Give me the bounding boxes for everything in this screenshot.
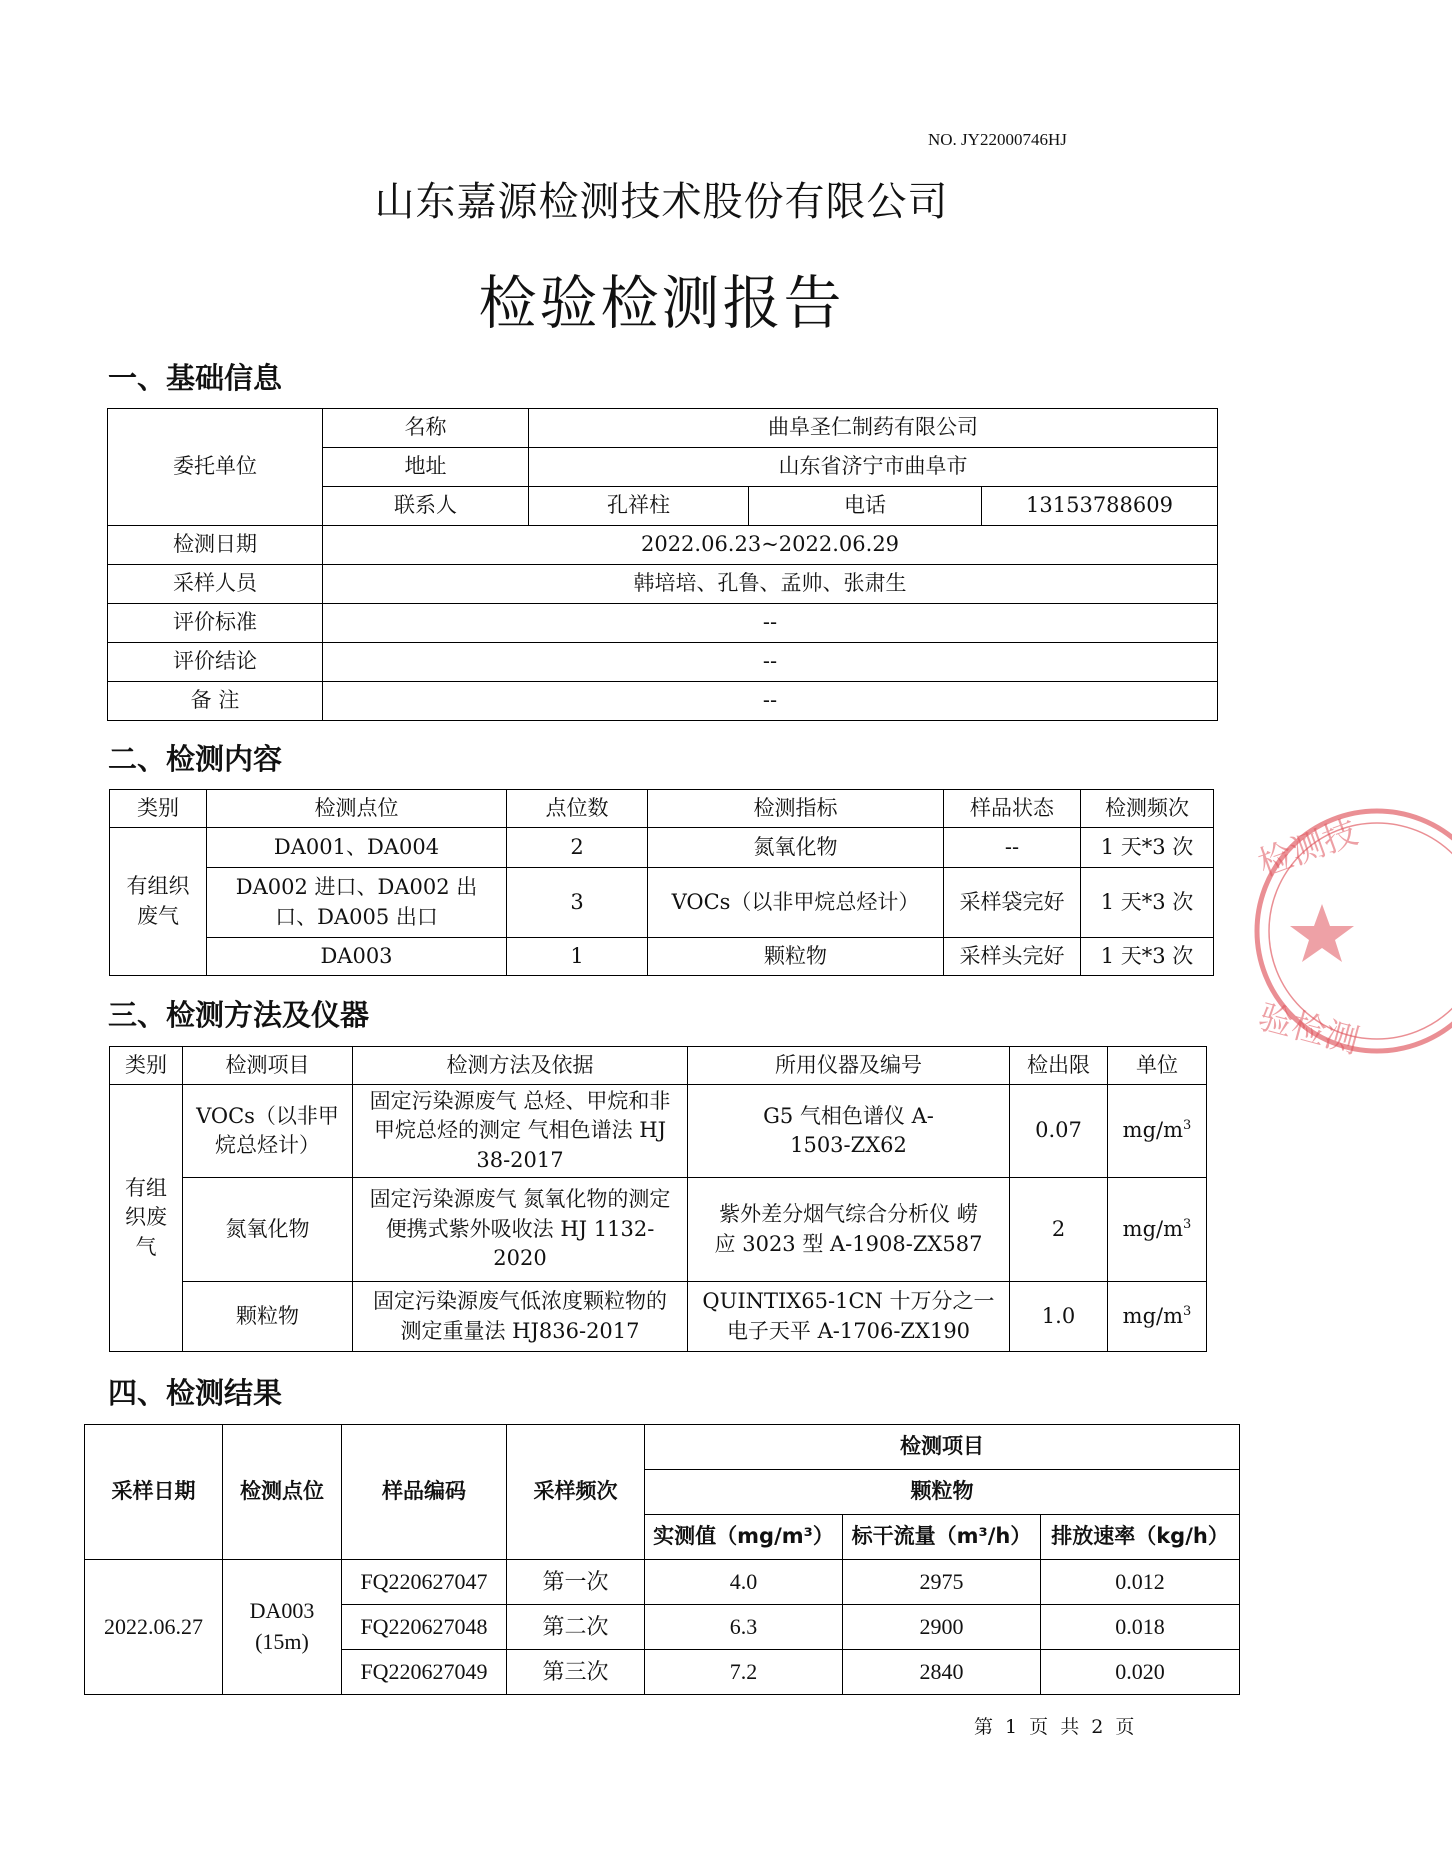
table-row [110, 938, 1214, 976]
stamp-star-icon [1290, 904, 1354, 962]
page-footer: 第 1 页 共 2 页 [974, 1716, 1138, 1738]
methods-header-method: 检测方法及依据 [353, 1047, 688, 1085]
methods-item: 氮氧化物 [183, 1178, 353, 1282]
methods-unit: $mg/m^3$ [1108, 1282, 1207, 1352]
results-header-freq: 采样频次 [507, 1425, 645, 1560]
company-name: 山东嘉源检测技术股份有限公司 [374, 179, 949, 225]
results-conc: 6.3 [645, 1605, 843, 1650]
results-code: FQ220627049 [342, 1650, 507, 1695]
svg-text:验检测: 验检测 [1254, 996, 1364, 1062]
methods-instrument: 紫外差分烟气综合分析仪 崂应 3023 型 A-1908-ZX587 [688, 1178, 1010, 1282]
content-indicator: 颗粒物 [648, 938, 944, 976]
contact-label: 联系人 [323, 487, 529, 526]
phone-value: 13153788609 [982, 487, 1218, 526]
section-methods-heading: 三、检测方法及仪器 [108, 998, 370, 1032]
stamp-seal-icon [1252, 806, 1452, 1062]
content-freq: 1 天*3 次 [1081, 868, 1214, 938]
results-flow: 2900 [843, 1605, 1041, 1650]
methods-header-instrument: 所用仪器及编号 [688, 1047, 1010, 1085]
results-header-point: 检测点位 [223, 1425, 342, 1560]
results-header-flow: 标干流量（m³/h） [843, 1515, 1041, 1560]
name-label: 名称 [323, 409, 529, 448]
results-flow: 2840 [843, 1650, 1041, 1695]
remark-label: 备 注 [108, 682, 323, 721]
results-rate: 0.018 [1041, 1605, 1240, 1650]
section-basic-info-heading: 一、基础信息 [108, 361, 283, 395]
sampler-value: 韩培培、孔鲁、孟帅、张肃生 [323, 565, 1218, 604]
table-row [85, 1560, 1240, 1605]
methods-header-category: 类别 [110, 1047, 183, 1085]
table-row [110, 1178, 1207, 1282]
contact-value: 孔祥柱 [529, 487, 749, 526]
results-header-pm: 颗粒物 [645, 1470, 1240, 1515]
content-indicator: 氮氧化物 [648, 828, 944, 868]
results-conc: 4.0 [645, 1560, 843, 1605]
methods-header-unit: 单位 [1108, 1047, 1207, 1085]
content-state: -- [944, 828, 1081, 868]
methods-table [109, 1046, 1207, 1352]
methods-category: 有组织废气 [110, 1085, 183, 1352]
content-table [109, 789, 1214, 976]
report-number: NO. JY22000746HJ [928, 130, 1067, 149]
table-row [110, 1282, 1207, 1352]
results-header-code: 样品编码 [342, 1425, 507, 1560]
conclusion-value: -- [323, 643, 1218, 682]
standard-value: -- [323, 604, 1218, 643]
content-count: 1 [507, 938, 648, 976]
basic-info-table [107, 408, 1218, 721]
results-freq: 第一次 [507, 1560, 645, 1605]
methods-instrument: QUINTIX65-1CN 十万分之一电子天平 A-1706-ZX190 [688, 1282, 1010, 1352]
remark-value: -- [323, 682, 1218, 721]
methods-method: 固定污染源废气 氮氧化物的测定 便携式紫外吸收法 HJ 1132-2020 [353, 1178, 688, 1282]
content-header-indicator: 检测指标 [648, 790, 944, 828]
results-header-date: 采样日期 [85, 1425, 223, 1560]
methods-method: 固定污染源废气低浓度颗粒物的测定重量法 HJ836-2017 [353, 1282, 688, 1352]
methods-limit: 1.0 [1010, 1282, 1108, 1352]
methods-limit: 2 [1010, 1178, 1108, 1282]
methods-limit: 0.07 [1010, 1085, 1108, 1178]
results-code: FQ220627048 [342, 1605, 507, 1650]
content-freq: 1 天*3 次 [1081, 828, 1214, 868]
results-header-items: 检测项目 [645, 1425, 1240, 1470]
date-label: 检测日期 [108, 526, 323, 565]
table-row [110, 828, 1214, 868]
content-points: DA002 进口、DA002 出口、DA005 出口 [207, 868, 507, 938]
client-label: 委托单位 [108, 409, 323, 526]
results-point: DA003 (15m) [223, 1560, 342, 1695]
address-value: 山东省济宁市曲阜市 [529, 448, 1218, 487]
name-value: 曲阜圣仁制药有限公司 [529, 409, 1218, 448]
content-header-points: 检测点位 [207, 790, 507, 828]
section-results-heading: 四、检测结果 [108, 1376, 283, 1410]
content-header-count: 点位数 [507, 790, 648, 828]
results-rate: 0.020 [1041, 1650, 1240, 1695]
content-count: 3 [507, 868, 648, 938]
content-header-freq: 检测频次 [1081, 790, 1214, 828]
content-state: 采样袋完好 [944, 868, 1081, 938]
methods-method: 固定污染源废气 总烃、甲烷和非甲烷总烃的测定 气相色谱法 HJ 38-2017 [353, 1085, 688, 1178]
content-header-category: 类别 [110, 790, 207, 828]
methods-item: 颗粒物 [183, 1282, 353, 1352]
results-code: FQ220627047 [342, 1560, 507, 1605]
address-label: 地址 [323, 448, 529, 487]
standard-label: 评价标准 [108, 604, 323, 643]
section-content-heading: 二、检测内容 [108, 742, 283, 776]
results-freq: 第二次 [507, 1605, 645, 1650]
conclusion-label: 评价结论 [108, 643, 323, 682]
results-header-conc: 实测值（mg/m³） [645, 1515, 843, 1560]
report-title: 检验检测报告 [478, 269, 845, 337]
content-category: 有组织 废气 [110, 828, 207, 976]
table-row [110, 868, 1214, 938]
results-table [84, 1424, 1240, 1695]
results-conc: 7.2 [645, 1650, 843, 1695]
methods-unit: $mg/m^3$ [1108, 1085, 1207, 1178]
results-rate: 0.012 [1041, 1560, 1240, 1605]
content-points: DA001、DA004 [207, 828, 507, 868]
phone-label: 电话 [749, 487, 982, 526]
content-indicator: VOCs（以非甲烷总烃计） [648, 868, 944, 938]
svg-text:检测技: 检测技 [1253, 812, 1363, 885]
content-points: DA003 [207, 938, 507, 976]
content-freq: 1 天*3 次 [1081, 938, 1214, 976]
content-count: 2 [507, 828, 648, 868]
content-state: 采样头完好 [944, 938, 1081, 976]
table-row [110, 1085, 1207, 1178]
results-freq: 第三次 [507, 1650, 645, 1695]
methods-instrument: G5 气相色谱仪 A-1503-ZX62 [688, 1085, 1010, 1178]
content-header-state: 样品状态 [944, 790, 1081, 828]
results-date: 2022.06.27 [85, 1560, 223, 1695]
methods-header-item: 检测项目 [183, 1047, 353, 1085]
methods-item: VOCs（以非甲烷总烃计） [183, 1085, 353, 1178]
methods-unit: $mg/m^3$ [1108, 1178, 1207, 1282]
results-flow: 2975 [843, 1560, 1041, 1605]
results-header-rate: 排放速率（kg/h） [1041, 1515, 1240, 1560]
methods-header-limit: 检出限 [1010, 1047, 1108, 1085]
date-value: 2022.06.23~2022.06.29 [323, 526, 1218, 565]
sampler-label: 采样人员 [108, 565, 323, 604]
